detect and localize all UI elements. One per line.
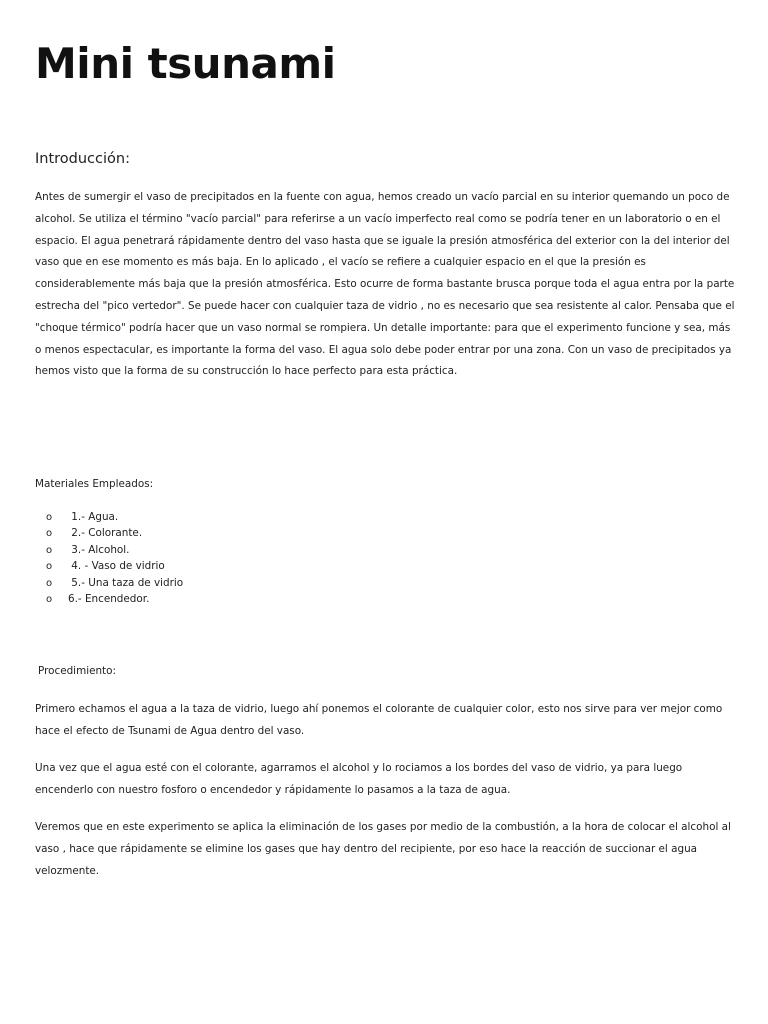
intro-paragraph: Antes de sumergir el vaso de precipitados en la fuente con agua, hemos creado un vacío parcial en su interior quemando un poco de alcohol. Se utiliza el término "vacío parcial" para referirse a un vacío imperfecto real como se podría tener en un laboratorio o en el espacio. El agua penetrará rápidamente dentro del vaso hasta que se iguale la presión atmosférica del exterior con la del interior del vaso que en ese momento es más baja. En lo aplicado , el vacío se refiere a cualquier espacio en el que la presión es considerablemente más baja que la presión atmosférica. Esto ocurre de forma bastante brusca porque toda el agua entra por la parte estrecha del "pico vertedor". Se puede hacer con cualquier taza de vidrio , no es necesario que sea resistente al calor. Pensaba que el "choque térmico" podría hacer que un vaso normal se rompiera. Un detalle importante: para que el experimento funcione y sea, más o menos espectacular, es importante la forma del vaso. El agua solo debe poder entrar por una zona. Con un vaso de precipitados ya hemos visto que la forma de su construcción lo hace perfecto para esta práctica. <box>35 191 735 378</box>
bullet-icon: o <box>46 528 53 540</box>
bullet-icon: o <box>46 593 53 605</box>
list-item <box>46 509 183 525</box>
procedure-paragraph: Una vez que el agua esté con el colorante, agarramos el alcohol y lo rociamos a los bordes del vaso de vidrio, ya para luego encenderlo con nuestro fosforo o encendedor y rápidamente lo pasamos a la taza de agua. <box>35 762 683 796</box>
procedure-paragraph: Primero echamos el agua a la taza de vidrio, luego ahí ponemos el colorante de cualquier color, esto nos sirve para ver mejor como hace el efecto de Tsunami de Agua dentro del vaso. <box>35 703 723 737</box>
intro-heading: Introducción: <box>35 151 130 167</box>
materials-heading: Materiales Empleados: <box>35 478 154 490</box>
material-label: 6.- Encendedor. <box>68 592 150 605</box>
material-label: 2.- Colorante. <box>68 527 143 540</box>
document-title: Mini tsunami <box>35 39 336 88</box>
list-item <box>46 542 183 558</box>
bullet-icon: o <box>46 544 53 556</box>
procedure-paragraph: Veremos que en este experimento se aplica la eliminación de los gases por medio de la combustión, a la hora de colocar el alcohol al vaso , hace que rápidamente se elimine los gases que hay dentro del recipiente, por eso hace la reacción de succionar el agua velozmente. <box>35 821 731 877</box>
material-label: 4. - Vaso de vidrio <box>68 560 165 573</box>
bullet-icon: o <box>46 561 53 573</box>
bullet-icon: o <box>46 577 53 589</box>
material-label: 5.- Una taza de vidrio <box>68 576 184 589</box>
material-label: 1.- Agua. <box>68 511 119 523</box>
bullet-icon: o <box>46 512 53 523</box>
materials-list <box>46 509 183 607</box>
procedure-heading: Procedimiento: <box>38 665 116 677</box>
list-item <box>46 558 183 574</box>
list-item <box>46 525 183 541</box>
material-label: 3.- Alcohol. <box>68 543 130 556</box>
list-item <box>46 575 183 591</box>
list-item <box>46 591 183 607</box>
